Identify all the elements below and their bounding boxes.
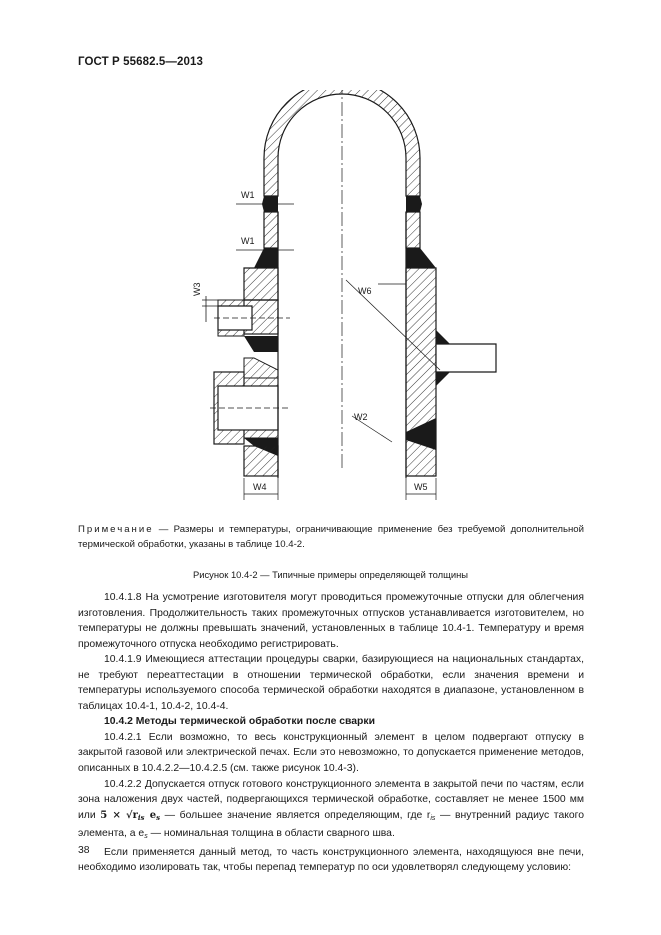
figure-drawing xyxy=(0,90,661,510)
note-text: — Размеры и температуры, ограничивающие применение без требуемой дополнительной термической обработки, указаны в таблице 10.4-2. xyxy=(78,524,584,550)
w4-label: W4 xyxy=(253,482,267,492)
page-number: 38 xyxy=(78,845,90,856)
w3-label: W3 xyxy=(192,282,202,296)
figure-note xyxy=(78,522,584,552)
formula: $5 \times √r_{is}$ $e_s$ xyxy=(100,809,161,822)
w1-top-label: W1 xyxy=(241,190,255,200)
paragraph-10-4-2-2: 10.4.2.2 Допускается отпуск готового конструкционного элемента в закрытой печи по частям, если зона наложения двух частей, подвергающихся термической обработке, составляет не менее 1500 мм или $5 \times √r_{is}$ $e_s$ — большее значение является определяющим, где $r_{is}$ — внутренний радиус такого элемента, а $e_s$ — номинальная толщина в области сварного шва. xyxy=(78,778,585,841)
note-lead: Примечание xyxy=(78,524,154,535)
figure-caption: Рисунок 10.4-2 — Типичные примеры определяющей толщины xyxy=(192,569,468,580)
w6-label: W6 xyxy=(358,286,372,296)
wall-thickness-diagram xyxy=(0,90,661,510)
paragraph-10-4-1-8: 10.4.1.8 На усмотрение изготовителя могут проводиться промежуточные отпуски для облегчения изготовления. Продолжительность таких промежуточных отпусков устанавливается изготовителем, но температуры не должны превышать значений, установленных в таблице 10.4-1. Температуру и время промежуточного отпуска необходимо регистрировать. xyxy=(78,592,584,650)
w1-bottom-label: W1 xyxy=(241,236,255,246)
w5-label: W5 xyxy=(414,482,428,492)
body-text xyxy=(78,590,584,876)
section-heading-10-4-2: 10.4.2 Методы термической обработки после сварки xyxy=(104,716,375,728)
document-header: ГОСТ Р 55682.5—2013 xyxy=(78,56,203,68)
w2-label: W2 xyxy=(354,412,368,422)
paragraph-method-condition: Если применяется данный метод, то часть конструкционного элемента, находящуюся вне печи, необходимо изолировать так, чтобы перепад температур по оси удовлетворял следующему условию: xyxy=(78,846,584,874)
paragraph-10-4-2-1: 10.4.2.1 Если возможно, то весь конструкционный элемент в целом подвергают отпуску в закрытой газовой или электрической печах. Если это невозможно, то допускается применение методов, описанных в 10.4.2.2—10.4.2.5 (см. также рисунок 10.4-3). xyxy=(78,731,584,775)
paragraph-10-4-1-9: 10.4.1.9 Имеющиеся аттестации процедуры сварки, базирующиеся на национальных стандартах, не требуют переаттестации в отношении термической обработки, если значения времени и температуры используемого способа термической обработки находятся в диапазоне, установленном в таблицах 10.4-1, 10.4-2, 10.4-4. xyxy=(78,654,584,712)
